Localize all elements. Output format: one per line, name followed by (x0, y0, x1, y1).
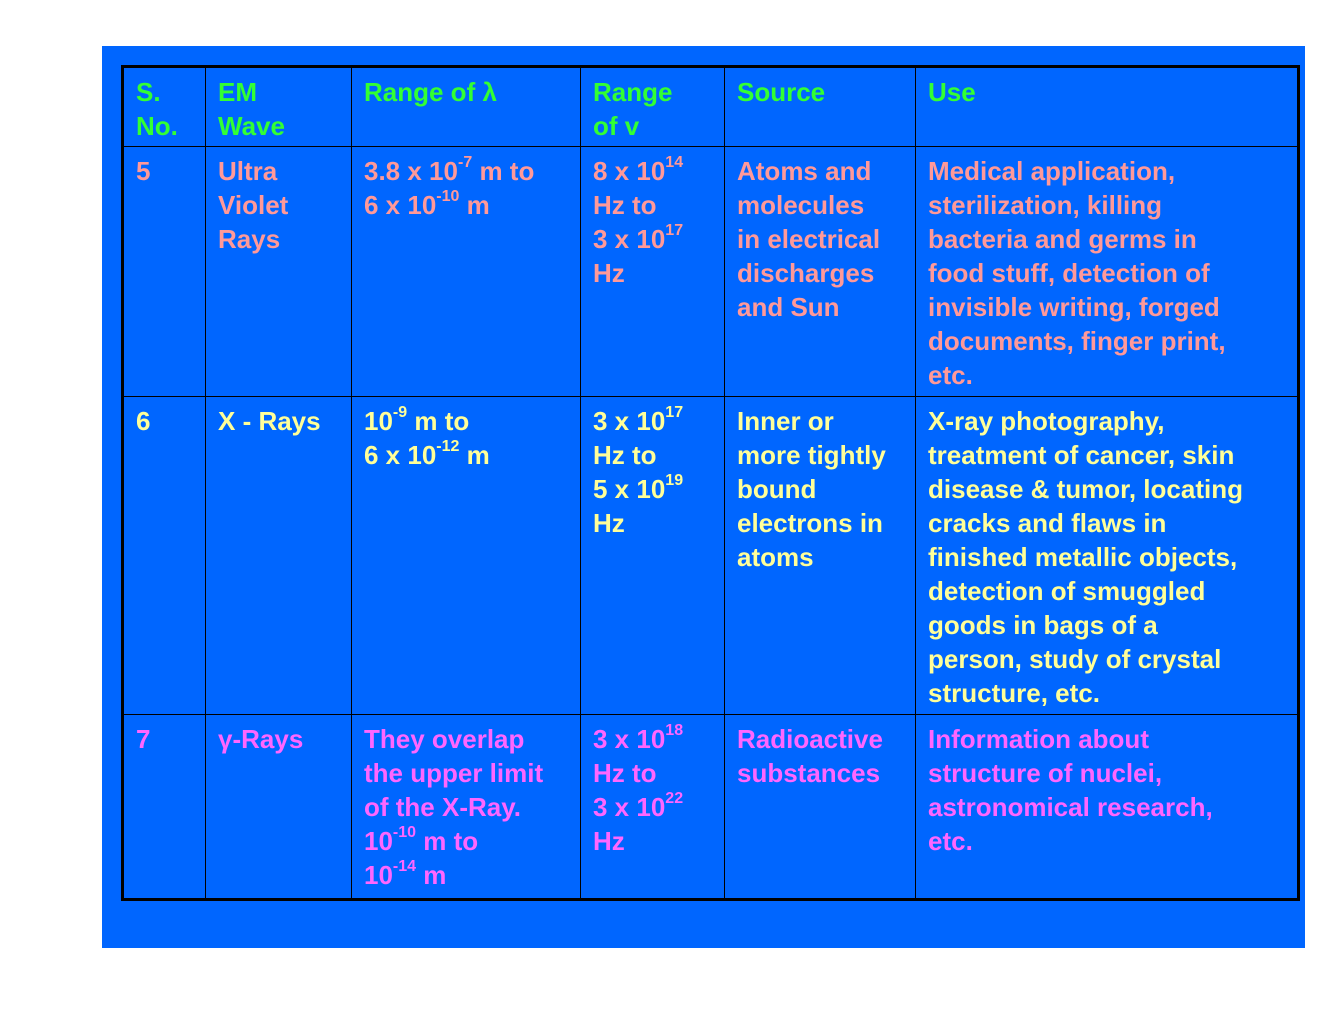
header-em-wave: EM Wave (206, 67, 352, 147)
cell-range-nu: 8 x $10^{14}$ Hz to 3 x $10^{17}$ Hz (581, 147, 725, 397)
header-sno: S. No. (123, 67, 206, 147)
cell-sno: 7 (123, 715, 206, 900)
cell-range-nu: 3 x $10^{18}$ Hz to 3 x $10^{22}$ Hz (581, 715, 725, 900)
table-row (123, 147, 1299, 397)
cell-sno: 6 (123, 397, 206, 715)
header-row (123, 67, 1299, 147)
cell-source: Radioactive substances (725, 715, 916, 900)
cell-use: Medical application, sterilization, killing bacteria and germs in food stuff, detection of invisible writing, forged documents, finger print, etc. (916, 147, 1299, 397)
cell-range-lambda: $10^{-9}$ m to 6 x $10^{-12}$ m (352, 397, 581, 715)
cell-range-lambda: 3.8 x $10^{-7}$ m to 6 x $10^{-10}$ m (352, 147, 581, 397)
cell-source: Inner or more tightly bound electrons in atoms (725, 397, 916, 715)
cell-use: X-ray photography, treatment of cancer, skin disease & tumor, locating cracks and flaws in finished metallic objects, detection of smuggled goods in bags of a person, study of crystal structure, etc. (916, 397, 1299, 715)
cell-use: Information about structure of nuclei, astronomical research, etc. (916, 715, 1299, 900)
cell-range-nu: 3 x $10^{17}$ Hz to 5 x $10^{19}$ Hz (581, 397, 725, 715)
cell-source: Atoms and molecules in electrical discharges and Sun (725, 147, 916, 397)
cell-sno: 5 (123, 147, 206, 397)
header-range-nu: Range of v (581, 67, 725, 147)
header-source: Source (725, 67, 916, 147)
cell-em-wave: γ-Rays (206, 715, 352, 900)
table-row (123, 715, 1299, 900)
cell-em-wave: Ultra Violet Rays (206, 147, 352, 397)
cell-em-wave: X - Rays (206, 397, 352, 715)
table-row (123, 397, 1299, 715)
header-range-lambda: Range of λ (352, 67, 581, 147)
em-spectrum-table (121, 65, 1300, 901)
cell-range-lambda: They overlap the upper limit of the X-Ray. $10^{-10}$ m to $10^{-14}$ m (352, 715, 581, 900)
header-use: Use (916, 67, 1299, 147)
